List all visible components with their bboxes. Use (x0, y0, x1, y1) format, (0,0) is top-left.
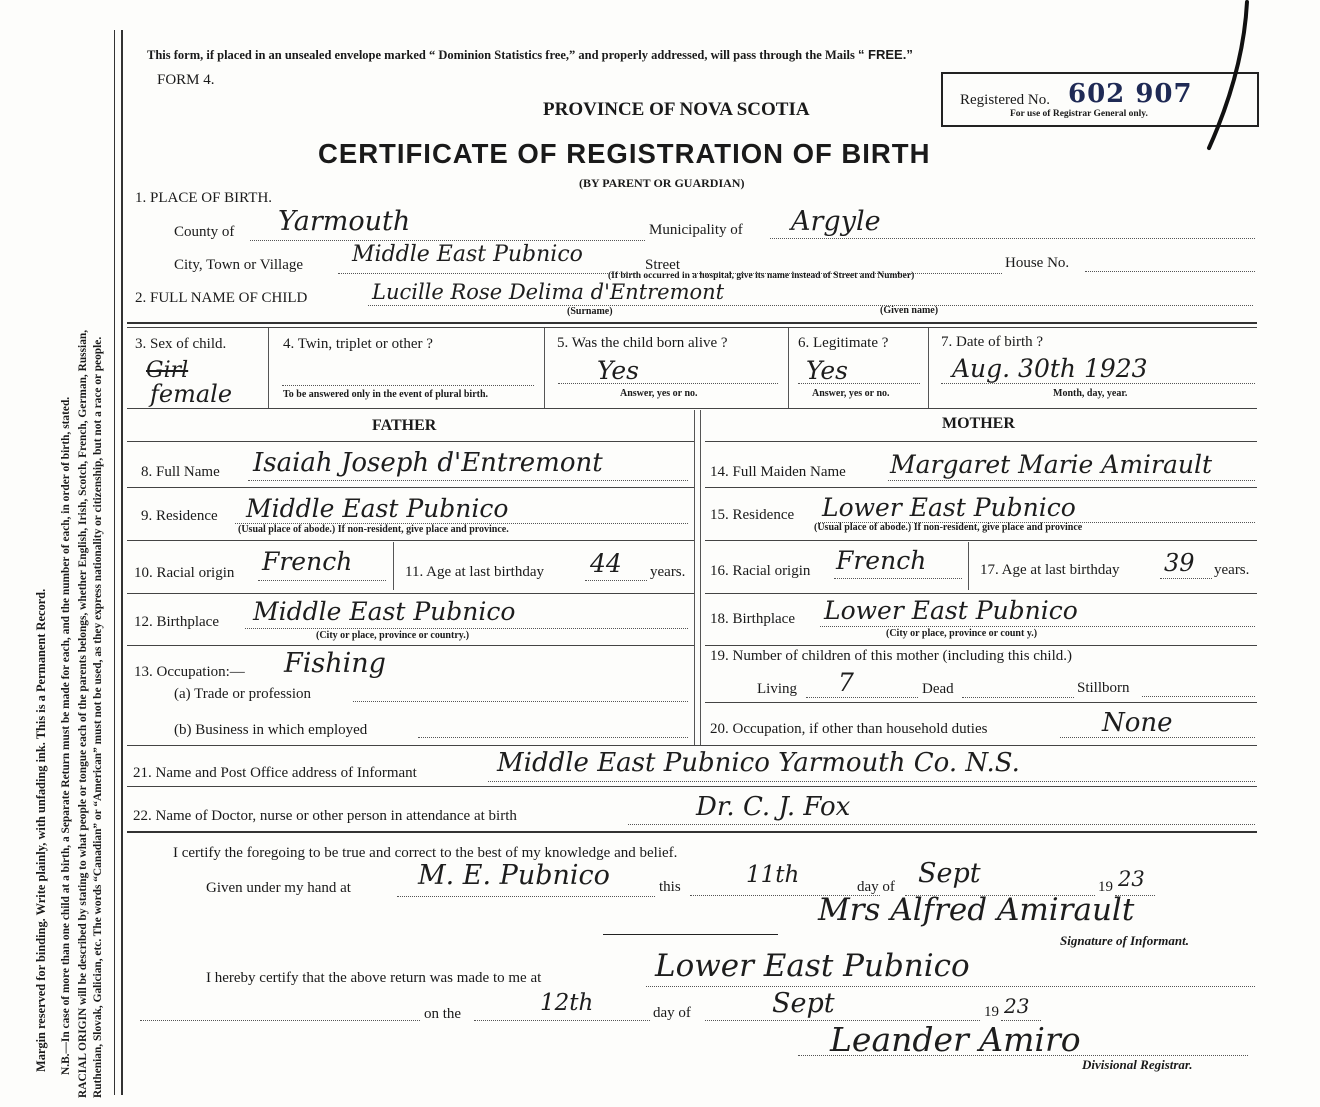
father-race-line (258, 580, 386, 581)
father-occ-value: Fishing (284, 648, 386, 679)
mother-occ-value: None (1102, 708, 1173, 738)
mother-living-value: 7 (838, 668, 854, 697)
street-label: Street (645, 257, 680, 273)
doctor-value: Dr. C. J. Fox (696, 792, 851, 822)
alive-value: Yes (597, 356, 639, 385)
alive-line (558, 383, 778, 384)
margin-text-nb: N.B.—In case of more than one child at a birth, a Separate Return must be made for each, and the number of each, in order of birth, stated. (60, 396, 72, 1075)
father-business-line (418, 737, 688, 738)
father-race-value: French (262, 547, 353, 576)
father-age-value: 44 (590, 549, 622, 578)
margin-text-binding: Margin reserved for binding. Write plainly, with unfading ink. This is a Permanent Record. (34, 588, 48, 1072)
city-value: Middle East Pubnico (352, 242, 583, 267)
mother-age-label: 17. Age at last birthday (980, 562, 1120, 578)
informant-signature: Mrs Alfred Amirault (818, 892, 1135, 928)
col-div-4 (544, 328, 545, 408)
mail-note-text: This form, if placed in an unsealed envelope marked “ Dominion Statistics free,” and properly addressed, will pass through the Mails (147, 48, 855, 62)
city-line (338, 273, 638, 274)
alive-label: 5. Was the child born alive ? (557, 335, 728, 351)
registrar-left-line (140, 1020, 420, 1021)
cert-year-prefix: 19 (1098, 879, 1113, 895)
hospital-note: (If birth occurred in a hospital, give its name instead of Street and Number) (608, 271, 915, 281)
municipality-line (770, 238, 1255, 239)
mother-dead-label: Dead (922, 681, 954, 697)
mail-note-free: “ FREE.” (857, 47, 913, 62)
given-line (397, 896, 655, 897)
father-trade-label: (a) Trade or profession (174, 686, 312, 702)
mother-rule-4 (705, 645, 1257, 646)
dob-note: Month, day, year. (1053, 388, 1128, 399)
county-value: Yarmouth (278, 206, 411, 237)
given-label: Given under my hand at (206, 880, 351, 896)
mother-rule-1 (705, 487, 1257, 488)
mother-race-line (834, 578, 962, 579)
divider-1 (127, 322, 1257, 324)
child-name-line (368, 305, 1253, 306)
father-trade-line (353, 701, 688, 702)
registrar-year-prefix: 19 (984, 1004, 999, 1020)
mother-res-note: (Usual place of abode.) If non-resident, give place and province (814, 522, 1083, 533)
mother-heading: MOTHER (942, 415, 1015, 432)
alive-note: Answer, yes or no. (620, 388, 698, 399)
doctor-label: 22. Name of Doctor, nurse or other person in attendance at birth (133, 808, 517, 824)
mother-years-label: years. (1214, 562, 1250, 578)
mother-head-rule (705, 441, 1257, 442)
father-rule-2 (127, 540, 694, 541)
father-race-div (393, 542, 394, 590)
mother-name-value: Margaret Marie Amirault (890, 450, 1213, 479)
father-bp-note: (City or place, province or country.) (316, 630, 470, 641)
father-res-label: 9. Residence (141, 508, 218, 524)
divider-5 (127, 831, 1257, 833)
county-label: County of (174, 224, 235, 240)
father-years-label: years. (650, 564, 686, 580)
mail-note (147, 47, 913, 63)
registrar-month: Sept (772, 988, 835, 1019)
legit-value: Yes (806, 356, 848, 385)
child-name-value: Lucille Rose Delima d'Entremont (372, 280, 725, 304)
father-rule-3 (127, 593, 694, 594)
informant-value: Middle East Pubnico Yarmouth Co. N.S. (497, 748, 1020, 778)
dob-label: 7. Date of birth ? (941, 334, 1044, 350)
municipality-value: Argyle (791, 206, 881, 237)
registrar-place-line (646, 986, 1255, 987)
cert-day-of-label: day of (857, 879, 895, 895)
place-heading: 1. PLACE OF BIRTH. (135, 190, 273, 206)
mother-living-label: Living (757, 681, 797, 697)
doctor-line (628, 824, 1255, 825)
city-label: City, Town or Village (174, 257, 304, 273)
this-label: this (659, 879, 681, 895)
registrar-day-of: day of (653, 1005, 691, 1021)
mother-race-value: French (836, 546, 927, 575)
father-bp-line (245, 628, 688, 629)
father-age-line (585, 580, 647, 581)
legit-label: 6. Legitimate ? (798, 335, 889, 351)
mother-res-label: 15. Residence (710, 507, 795, 523)
house-line (1085, 271, 1255, 272)
twin-line (282, 385, 534, 386)
dob-value: Aug. 30th 1923 (952, 354, 1148, 383)
margin-text-racial-2: Ruthenian, Slovak, Galician, etc. The words “Canadian” or “American” must not be used, as they express nationality or citizenship, but not a race or people. (92, 336, 104, 1098)
county-line (250, 240, 645, 241)
sex-label: 3. Sex of child. (135, 336, 227, 352)
father-rule-4 (127, 645, 694, 646)
page-subtitle: (BY PARENT OR GUARDIAN) (579, 176, 745, 190)
father-name-line (248, 480, 688, 481)
mother-age-line (1160, 578, 1212, 579)
mother-name-line (888, 480, 1255, 481)
registered-number: 602 907 (1068, 79, 1193, 109)
mother-res-value: Lower East Pubnico (822, 493, 1076, 522)
informant-sig-rule (603, 934, 778, 935)
father-heading: FATHER (372, 417, 437, 434)
father-name-label: 8. Full Name (141, 464, 220, 480)
father-age-label: 11. Age at last birthday (405, 564, 544, 580)
mother-living-line (806, 697, 918, 698)
mother-race-div (968, 542, 969, 590)
twin-note: To be answered only in the event of plural birth. (283, 389, 489, 400)
registrar-text: I hereby certify that the above return was made to me at (206, 970, 542, 986)
mother-bp-note: (City or place, province or count y.) (886, 628, 1038, 639)
legit-note: Answer, yes or no. (812, 388, 890, 399)
twin-label: 4. Twin, triplet or other ? (283, 336, 433, 352)
form-number: FORM 4. (157, 72, 215, 88)
certify-text: I certify the foregoing to be true and correct to the best of my knowledge and belief. (173, 845, 678, 861)
divider-3 (127, 745, 1257, 746)
margin-rule-right (121, 30, 123, 1095)
parents-divider-b (700, 410, 701, 745)
mother-children-label: 19. Number of children of this mother (including this child.) (710, 648, 1073, 664)
divider-2 (127, 408, 1257, 409)
sex-crossed: Girl (146, 358, 189, 383)
registrar-day: 12th (540, 990, 594, 1016)
informant-line (488, 781, 1255, 782)
registrar-place: Lower East Pubnico (655, 948, 970, 984)
given-name-note: (Given name) (880, 305, 939, 316)
given-place: M. E. Pubnico (418, 860, 610, 891)
divider-4 (127, 786, 1257, 787)
sex-value: female (150, 380, 233, 408)
father-bp-value: Middle East Pubnico (253, 597, 516, 626)
mother-bp-line (820, 626, 1255, 627)
registrar-signature: Leander Amiro (830, 1020, 1081, 1059)
mother-bp-label: 18. Birthplace (710, 611, 795, 627)
registrar-on-the: on the (424, 1006, 462, 1022)
father-race-label: 10. Racial origin (134, 565, 235, 581)
informant-label: 21. Name and Post Office address of Informant (133, 765, 417, 781)
informant-signature-label: Signature of Informant. (1060, 933, 1189, 948)
check-stroke-icon (1195, 0, 1255, 160)
father-name-value: Isaiah Joseph d'Entremont (253, 448, 603, 478)
registrar-year: 23 (1004, 994, 1030, 1018)
father-res-note: (Usual place of abode.) If non-resident, give place and province. (238, 524, 509, 535)
parents-divider-a (694, 410, 695, 745)
mother-rule-2 (705, 540, 1257, 541)
mother-name-label: 14. Full Maiden Name (710, 464, 846, 480)
mother-occ-label: 20. Occupation, if other than household duties (710, 721, 988, 737)
cert-day: 11th (746, 862, 800, 888)
father-rule-1 (127, 487, 694, 488)
father-occ-label: 13. Occupation:— (134, 664, 245, 680)
municipality-label: Municipality of (649, 222, 743, 238)
dob-line (941, 383, 1255, 384)
divider-1b (127, 327, 1257, 328)
mother-stillborn-label: Stillborn (1077, 680, 1130, 696)
mother-rule-5 (705, 702, 1257, 703)
registrar-sig-line (798, 1055, 1248, 1056)
col-div-5 (788, 328, 789, 408)
father-res-value: Middle East Pubnico (246, 494, 509, 523)
col-div-6 (928, 328, 929, 408)
mother-age-value: 39 (1164, 549, 1195, 577)
mother-bp-value: Lower East Pubnico (824, 596, 1078, 625)
margin-rule-left (114, 30, 115, 1095)
mother-stillborn-line (1142, 696, 1255, 697)
mother-rule-3 (705, 593, 1257, 594)
registrar-day-line (474, 1020, 650, 1021)
father-business-label: (b) Business in which employed (174, 722, 368, 738)
margin-text-racial-1: RACIAL ORIGIN will be described by stating to what people or tongue each of the parents belongs, whether English, Irish, Scotch, French, German, Russian, (77, 329, 89, 1098)
father-bp-label: 12. Birthplace (134, 614, 219, 630)
page-title: CERTIFICATE OF REGISTRATION OF BIRTH (318, 138, 931, 169)
col-div-3 (268, 328, 269, 408)
father-head-rule (127, 441, 694, 442)
mother-race-label: 16. Racial origin (710, 563, 811, 579)
mother-dead-line (962, 697, 1074, 698)
child-name-label: 2. FULL NAME OF CHILD (135, 290, 308, 306)
cert-year: 23 (1118, 867, 1145, 891)
house-label: House No. (1005, 255, 1070, 271)
registered-note: For use of Registrar General only. (1010, 109, 1148, 119)
province-heading: PROVINCE OF NOVA SCOTIA (543, 99, 810, 120)
cert-month: Sept (918, 858, 981, 889)
registrar-signature-label: Divisional Registrar. (1082, 1057, 1193, 1072)
registered-label: Registered No. (960, 92, 1050, 108)
surname-note: (Surname) (567, 306, 613, 317)
